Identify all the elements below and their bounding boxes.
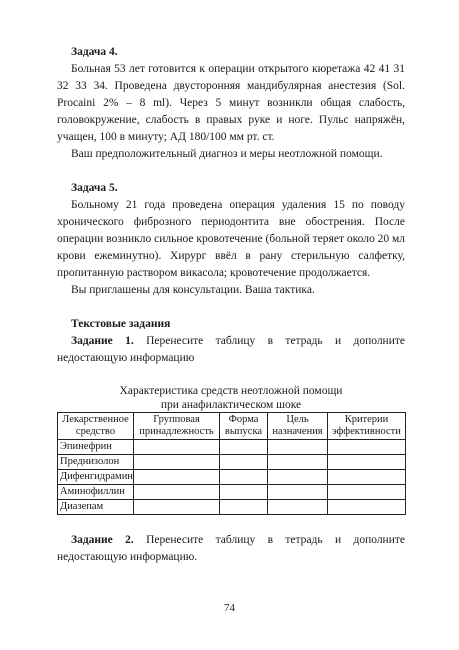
empty-cell — [220, 470, 268, 485]
task4-title: Задача 4. — [71, 46, 118, 58]
text-tasks-title: Текстовые задания — [71, 318, 171, 330]
empty-cell — [328, 485, 406, 500]
empty-cell — [220, 500, 268, 515]
table-header-row — [58, 413, 406, 440]
table-header-cell: Цель назначения — [268, 413, 328, 440]
empty-cell — [268, 455, 328, 470]
table-row — [58, 485, 406, 500]
page-content — [57, 44, 405, 566]
table-row — [58, 500, 406, 515]
task1-paragraph — [57, 333, 405, 367]
task1-label: Задание 1. — [71, 335, 134, 347]
table-row — [58, 440, 406, 455]
task4-paragraph-1: Больная 53 лет готовится к операции открытого кюретажа 42 41 31 32 33 34. Проведена двусторонняя мандибулярная анестезия (Sol. Procaini 2% – 8 ml). Через 5 минут возникли общая слабость, головокружение, слабость в правых руке и ноге. Пульс напряжён, учащен, 100 в минуту; АД 180/100 мм рт. ст. — [57, 63, 405, 143]
empty-cell — [220, 440, 268, 455]
empty-cell — [328, 440, 406, 455]
table-header-cell: Критерии эффективности — [328, 413, 406, 440]
task5-paragraph-1: Больному 21 года проведена операция удаления 15 по поводу хронического фиброзного периодонтита вне обострения. После операции возникло сильное кровотечение (больной теряет около 20 мл крови ежеминутно). Хирург ввёл в рану стерильную салфетку, пропитанную раствором викасола; кровотечение продолжается. — [57, 199, 405, 279]
task5-title: Задача 5. — [71, 182, 118, 194]
empty-cell — [220, 455, 268, 470]
table-header-cell: Групповая принадлежность — [134, 413, 220, 440]
table-caption-line-1: Характеристика средств неотложной помощи — [119, 385, 343, 397]
task4-paragraph-2: Ваш предположительный диагноз и меры неотложной помощи. — [71, 148, 383, 160]
empty-cell — [268, 500, 328, 515]
drug-name-cell: Преднизолон — [58, 455, 134, 470]
drug-name-cell: Аминофиллин — [58, 485, 134, 500]
empty-cell — [268, 470, 328, 485]
drug-name-cell: Дифенгидрамин — [58, 470, 134, 485]
task1-text: Перенесите таблицу в тетрадь и дополните недостающую информацию — [57, 335, 405, 364]
anaphylaxis-table — [57, 412, 406, 515]
task5-paragraph-2: Вы приглашены для консультации. Ваша тактика. — [71, 284, 315, 296]
task2-text: Перенесите таблицу в тетрадь и дополните недостающую информацию. — [57, 534, 405, 563]
empty-cell — [328, 500, 406, 515]
empty-cell — [134, 440, 220, 455]
empty-cell — [328, 470, 406, 485]
table-row — [58, 455, 406, 470]
empty-cell — [134, 500, 220, 515]
table-header-cell: Форма выпуска — [220, 413, 268, 440]
empty-cell — [328, 455, 406, 470]
task2-paragraph — [57, 532, 405, 566]
empty-cell — [134, 485, 220, 500]
empty-cell — [268, 440, 328, 455]
empty-cell — [268, 485, 328, 500]
task2-label: Задание 2. — [71, 534, 134, 546]
table-caption-line-2: при анафилактическом шоке — [160, 399, 302, 411]
table-header-cell: Лекарственное средство — [58, 413, 134, 440]
drug-name-cell: Эпинефрин — [58, 440, 134, 455]
page-number: 74 — [224, 602, 235, 614]
empty-cell — [134, 455, 220, 470]
drug-name-cell: Диазепам — [58, 500, 134, 515]
empty-cell — [134, 470, 220, 485]
empty-cell — [220, 485, 268, 500]
table-row — [58, 470, 406, 485]
